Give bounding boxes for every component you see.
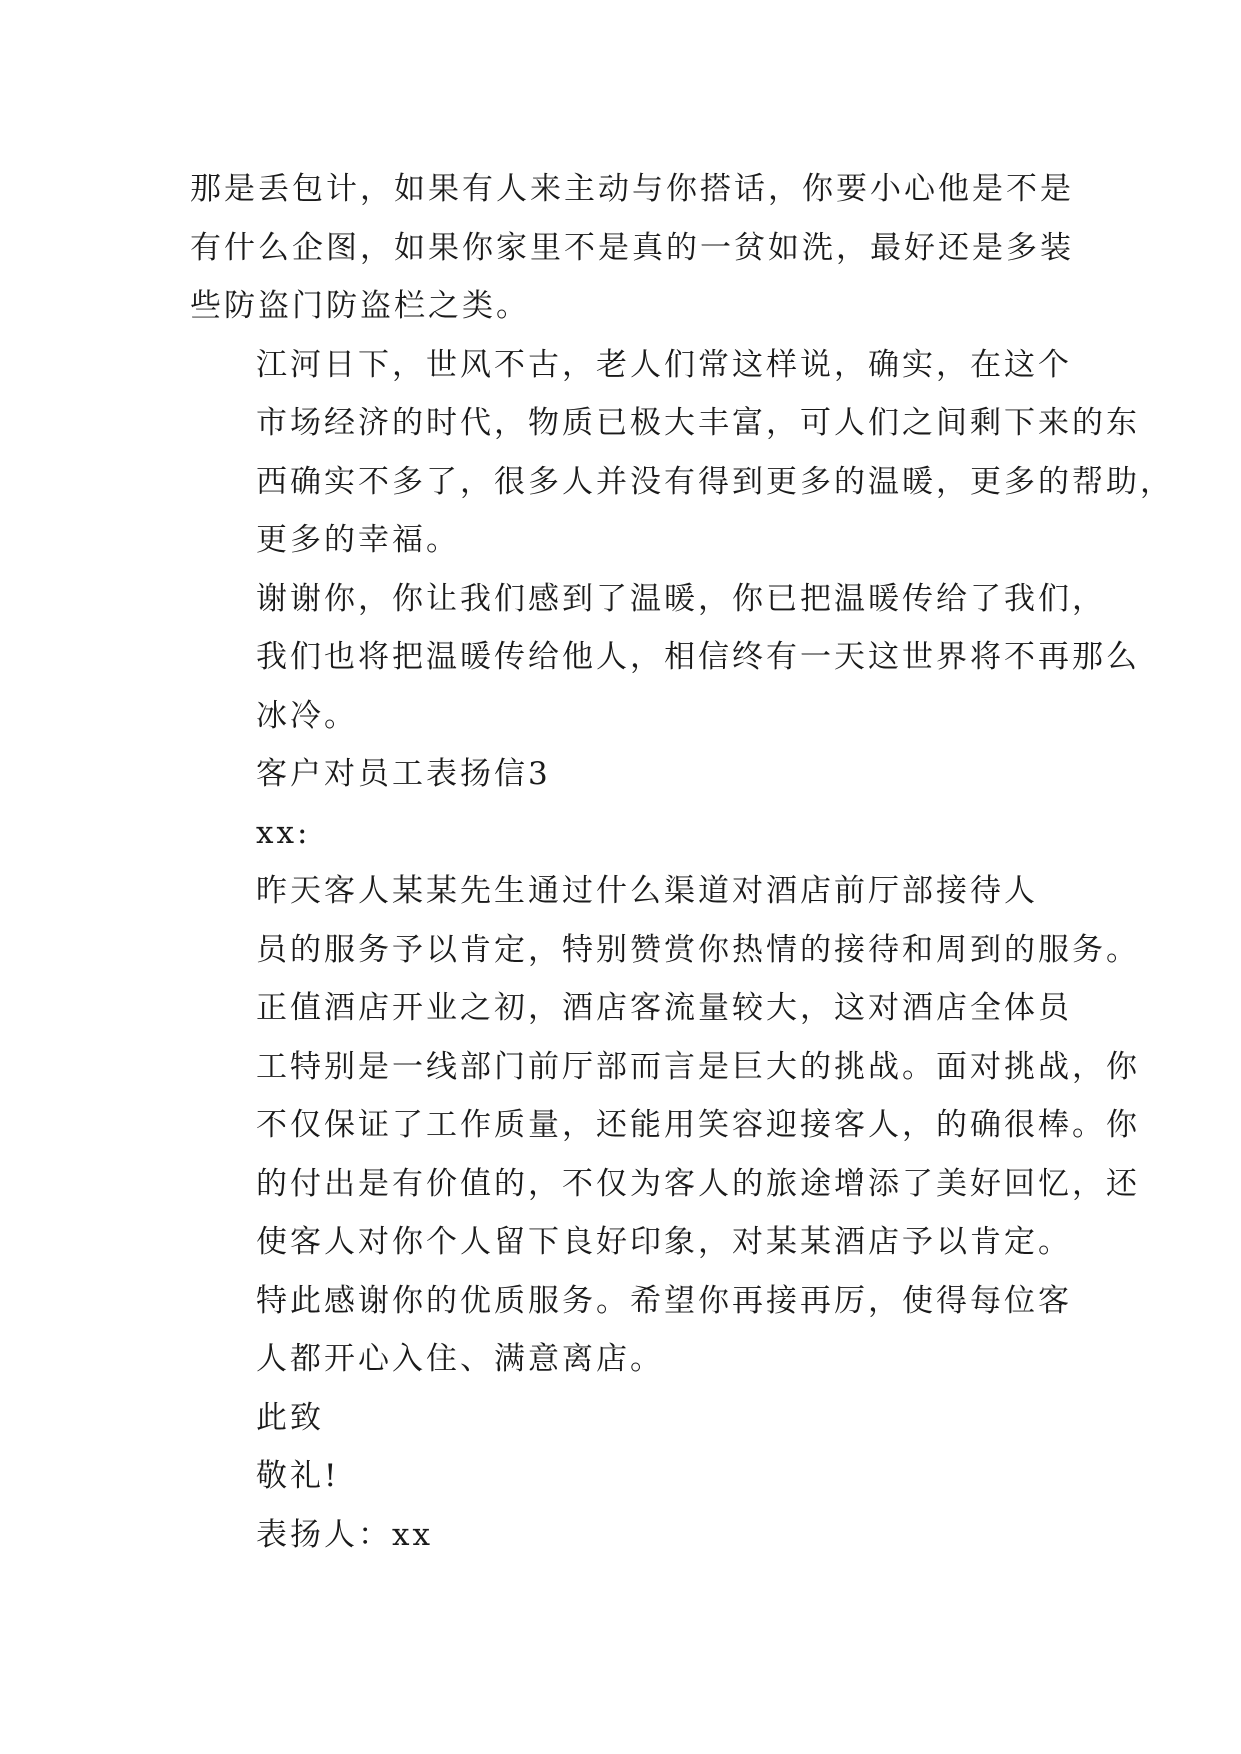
text-line: 正值酒店开业之初，酒店客流量较大，这对酒店全体员 [256, 990, 1072, 1026]
paragraph [190, 336, 1174, 570]
paragraph [190, 862, 1140, 979]
text-line: 员的服务予以肯定，特别赞赏你热情的接待和周到的服务。 [256, 931, 1140, 968]
text-line: 谢谢你，你让我们感到了温暖，你已把温暖传给了我们， [256, 580, 1106, 617]
text-line: 表扬人：xx [256, 1516, 433, 1553]
text-line: 那是丢包计，如果有人来主动与你搭话，你要小心他是不是 [190, 171, 1074, 207]
text-line: 昨天客人某某先生通过什么渠道对酒店前厅部接待人 [256, 873, 1038, 909]
paragraph [190, 979, 1140, 1272]
paragraph [190, 804, 1060, 863]
text-line: 使客人对你个人留下良好印象，对某某酒店予以肯定。 [256, 1224, 1072, 1260]
text-line: 不仅保证了工作质量，还能用笑容迎接客人，的确很棒。你 [256, 1107, 1140, 1143]
text-line: 的付出是有价值的，不仅为客人的旅途增添了美好回忆，还 [256, 1165, 1140, 1202]
text-line: xx: [256, 814, 311, 851]
text-line: 敬礼! [256, 1458, 340, 1494]
paragraph [190, 1272, 1072, 1389]
text-line: 人都开心入住、满意离店。 [256, 1341, 664, 1377]
text-line: 市场经济的时代，物质已极大丰富，可人们之间剩下来的东 [256, 405, 1140, 441]
text-line: 此致 [256, 1399, 324, 1436]
paragraph [190, 1447, 1060, 1506]
text-line: 工特别是一线部门前厅部而言是巨大的挑战。面对挑战，你 [256, 1048, 1140, 1085]
paragraph [190, 1389, 1060, 1448]
text-line: 我们也将把温暖传给他人，相信终有一天这世界将不再那么 [256, 639, 1140, 675]
text-line: 江河日下，世风不古，老人们常这样说，确实，在这个 [256, 346, 1072, 383]
text-line: 冰冷。 [256, 697, 358, 734]
text-line: 客户对员工表扬信3 [256, 756, 551, 792]
paragraph [190, 1506, 1060, 1565]
text-line: 西确实不多了，很多人并没有得到更多的温暖，更多的帮助， [256, 463, 1174, 500]
text-line: 些防盗门防盗栏之类。 [190, 288, 530, 324]
paragraph [190, 160, 1074, 336]
text-line: 特此感谢你的优质服务。希望你再接再厉，使得每位客 [256, 1282, 1072, 1319]
paragraph [190, 570, 1140, 746]
text-line: 有什么企图，如果你家里不是真的一贫如洗，最好还是多装 [190, 229, 1074, 266]
paragraph [190, 745, 1060, 804]
letter-body [190, 160, 1174, 1564]
text-line: 更多的幸福。 [256, 522, 460, 558]
